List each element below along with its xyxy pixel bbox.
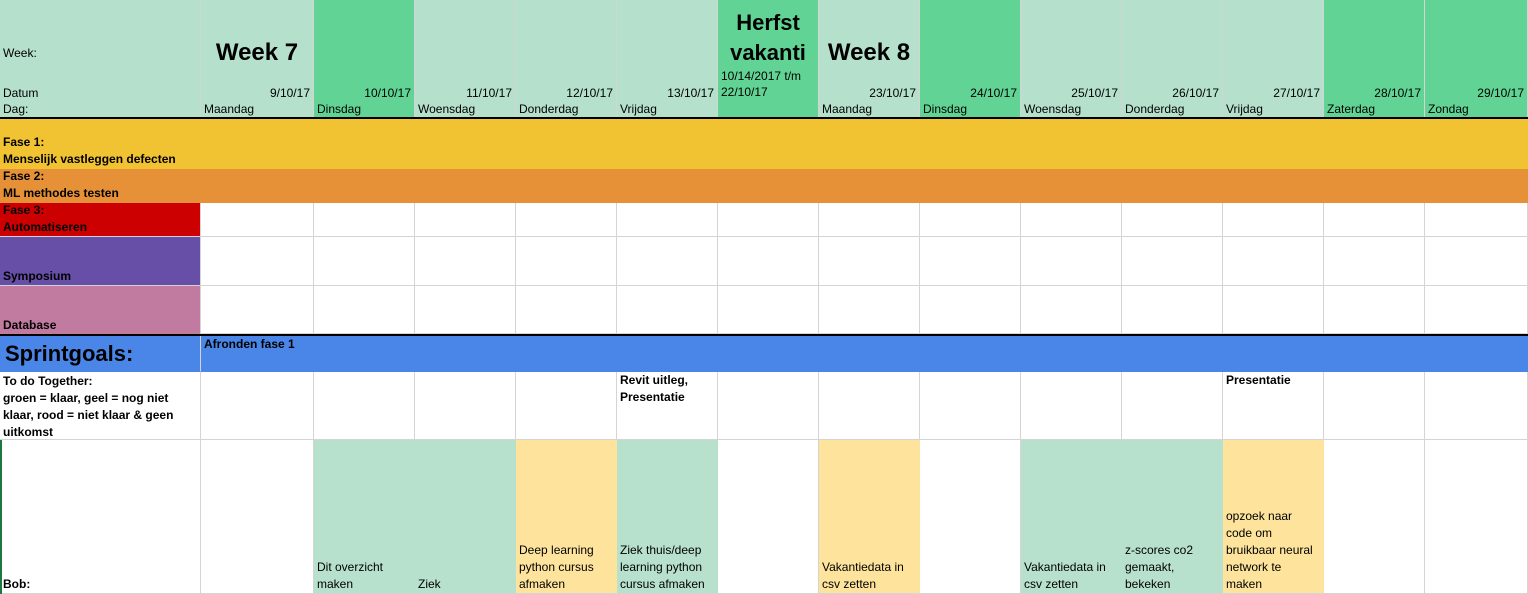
bob-cell-text: Vakantiedata in csv zetten	[1024, 560, 1106, 591]
header-day-cell[interactable]	[516, 0, 617, 118]
todo-cell[interactable]	[1324, 372, 1425, 440]
date-label: 11/10/17	[466, 86, 512, 100]
day-label: Dinsdag	[923, 102, 968, 116]
bob-cell[interactable]	[920, 440, 1021, 594]
bob-label[interactable]	[0, 440, 201, 594]
bob-cell[interactable]	[1021, 440, 1122, 594]
grid-cell[interactable]	[718, 286, 819, 334]
bob-cell-text: opzoek naar code om bruikbaar neural network te maken	[1226, 509, 1313, 591]
holiday-date-range: 10/14/2017 t/m 22/10/17	[721, 69, 802, 99]
datum-label: Datum	[3, 86, 39, 100]
day-label: Maandag	[822, 102, 873, 116]
bob-cell[interactable]	[617, 440, 718, 594]
grid-cell[interactable]	[617, 203, 718, 237]
grid-cell[interactable]	[1324, 286, 1425, 334]
phase-2-label[interactable]	[0, 169, 201, 203]
grid-cell[interactable]	[314, 203, 415, 237]
week-title: Week 7	[215, 39, 299, 66]
sprintgoals-text: Sprintgoals:	[5, 341, 134, 366]
todo-cell[interactable]	[718, 372, 819, 440]
database-text: Database	[3, 318, 57, 332]
phase-3-label[interactable]	[0, 203, 201, 237]
grid-cell[interactable]	[718, 203, 819, 237]
bob-text: Bob:	[3, 577, 31, 591]
date-label: 24/10/17	[970, 86, 1017, 100]
header-day-cell[interactable]	[819, 0, 920, 118]
bob-cell[interactable]	[1223, 440, 1324, 594]
grid-cell[interactable]	[1425, 286, 1528, 334]
header-day-cell[interactable]	[617, 0, 718, 118]
bob-cell[interactable]	[819, 440, 920, 594]
grid-cell[interactable]	[1223, 203, 1324, 237]
grid-cell[interactable]	[314, 286, 415, 334]
header-day-cell[interactable]	[1122, 0, 1223, 118]
header-day-cell[interactable]	[1021, 0, 1122, 118]
phase-1-label[interactable]	[0, 119, 201, 169]
date-label: 12/10/17	[566, 86, 613, 100]
todo-cell-text: Presentatie	[1226, 373, 1291, 387]
todo-cell[interactable]	[617, 372, 718, 440]
bob-cell-text: Ziek thuis/deep learning python cursus afmaken	[620, 543, 705, 591]
bob-cell[interactable]	[314, 440, 415, 594]
todo-cell[interactable]	[201, 372, 314, 440]
grid-cell[interactable]	[1324, 237, 1425, 286]
todo-cell[interactable]	[415, 372, 516, 440]
todo-cell-text: Revit uitleg, Presentatie	[620, 373, 689, 404]
day-label: Vrijdag	[1226, 102, 1263, 116]
grid-cell[interactable]	[1425, 237, 1528, 286]
header-label-cell[interactable]	[0, 0, 201, 118]
grid-cell[interactable]	[516, 237, 617, 286]
day-label: Maandag	[204, 102, 255, 116]
grid-cell[interactable]	[201, 286, 314, 334]
grid-cell[interactable]	[1324, 203, 1425, 237]
grid-cell[interactable]	[314, 237, 415, 286]
grid-cell[interactable]	[201, 203, 314, 237]
date-label: 13/10/17	[667, 86, 714, 100]
todo-cell[interactable]	[920, 372, 1021, 440]
grid-cell[interactable]	[1122, 203, 1223, 237]
bob-cell[interactable]	[1122, 440, 1223, 594]
todo-cell[interactable]	[314, 372, 415, 440]
day-label: Zaterdag	[1327, 102, 1376, 116]
sprintgoals-bar[interactable]	[201, 336, 1528, 372]
day-label: Zondag	[1428, 102, 1469, 116]
day-label: Woensdag	[1024, 102, 1082, 116]
todo-cell[interactable]	[1425, 372, 1528, 440]
database-label[interactable]	[0, 286, 201, 335]
phase-2-bar[interactable]	[201, 169, 1528, 203]
header-holiday-cell[interactable]	[718, 0, 819, 118]
holiday-title: Herfst vakanti	[730, 10, 806, 65]
grid-cell[interactable]	[718, 237, 819, 286]
todo-label[interactable]	[0, 372, 201, 440]
day-label: Vrijdag	[620, 102, 657, 116]
grid-cell[interactable]	[617, 237, 718, 286]
bob-cell[interactable]	[1425, 440, 1528, 594]
bob-cell-text: z-scores co2 gemaakt, bekeken	[1125, 543, 1194, 591]
date-label: 28/10/17	[1374, 86, 1421, 100]
bob-cell[interactable]	[516, 440, 617, 594]
date-label: 26/10/17	[1172, 86, 1219, 100]
phase-1-bar[interactable]	[201, 119, 1528, 169]
day-label: Dinsdag	[317, 102, 362, 116]
week-label: Week:	[3, 46, 37, 60]
day-label: Donderdag	[519, 102, 579, 116]
header-day-cell[interactable]	[201, 0, 314, 118]
grid-cell[interactable]	[819, 203, 920, 237]
grid-cell[interactable]	[201, 237, 314, 286]
day-label: Donderdag	[1125, 102, 1185, 116]
date-label: 23/10/17	[869, 86, 916, 100]
todo-cell[interactable]	[819, 372, 920, 440]
header-day-cell[interactable]	[415, 0, 516, 118]
sprintgoals-label[interactable]	[0, 336, 201, 372]
bob-cell[interactable]	[415, 440, 516, 594]
grid-cell[interactable]	[1425, 203, 1528, 237]
grid-cell[interactable]	[415, 286, 516, 334]
bob-cell-text: Vakantiedata in csv zetten	[822, 560, 904, 591]
todo-cell[interactable]	[516, 372, 617, 440]
todo-cell[interactable]	[1223, 372, 1324, 440]
header-day-cell[interactable]	[1223, 0, 1324, 118]
sprintgoals-value: Afronden fase 1	[204, 337, 295, 351]
bob-cell-text: Ziek	[418, 577, 441, 591]
phase-2-text: Fase 2: ML methodes testen	[3, 169, 119, 200]
todo-text: To do Together: groen = klaar, geel = nog niet klaar, rood = niet klaar & geen uitkomst	[3, 374, 174, 439]
symposium-text: Symposium	[3, 269, 72, 283]
grid-cell[interactable]	[415, 203, 516, 237]
grid-cell[interactable]	[819, 286, 920, 334]
grid-cell[interactable]	[415, 237, 516, 286]
bob-cell-text: Deep learning python cursus afmaken	[519, 543, 594, 591]
bob-cell[interactable]	[201, 440, 314, 594]
header-day-cell[interactable]	[1425, 0, 1528, 118]
header-day-cell[interactable]	[314, 0, 415, 118]
grid-cell[interactable]	[920, 237, 1021, 286]
date-label: 29/10/17	[1477, 86, 1524, 100]
row-left-edge	[0, 440, 2, 594]
grid-cell[interactable]	[1223, 237, 1324, 286]
grid-cell[interactable]	[819, 237, 920, 286]
grid-cell[interactable]	[1021, 203, 1122, 237]
date-label: 9/10/17	[269, 86, 310, 100]
todo-cell[interactable]	[1021, 372, 1122, 440]
bob-cell[interactable]	[1324, 440, 1425, 594]
grid-cell[interactable]	[1122, 286, 1223, 334]
header-day-cell[interactable]	[920, 0, 1021, 118]
grid-cell[interactable]	[1122, 237, 1223, 286]
grid-cell[interactable]	[516, 286, 617, 334]
date-label: 27/10/17	[1273, 86, 1320, 100]
grid-cell[interactable]	[516, 203, 617, 237]
grid-cell[interactable]	[1223, 286, 1324, 334]
symposium-label[interactable]	[0, 237, 201, 286]
date-label: 10/10/17	[364, 86, 411, 100]
grid-cell[interactable]	[1021, 286, 1122, 334]
bob-cell-text: Dit overzicht maken	[317, 560, 384, 591]
grid-cell[interactable]	[920, 203, 1021, 237]
phase-1-text: Fase 1: Menselijk vastleggen defecten	[3, 135, 176, 166]
todo-cell[interactable]	[1122, 372, 1223, 440]
header-day-cell[interactable]	[1324, 0, 1425, 118]
grid-cell[interactable]	[617, 286, 718, 334]
phase-3-text: Fase 3: Automatiseren	[3, 203, 88, 234]
week-title: Week 8	[827, 39, 911, 66]
dag-label: Dag:	[3, 102, 29, 116]
grid-cell[interactable]	[1021, 237, 1122, 286]
day-label: Woensdag	[418, 102, 476, 116]
grid-cell[interactable]	[920, 286, 1021, 334]
bob-cell[interactable]	[718, 440, 819, 594]
date-label: 25/10/17	[1071, 86, 1118, 100]
